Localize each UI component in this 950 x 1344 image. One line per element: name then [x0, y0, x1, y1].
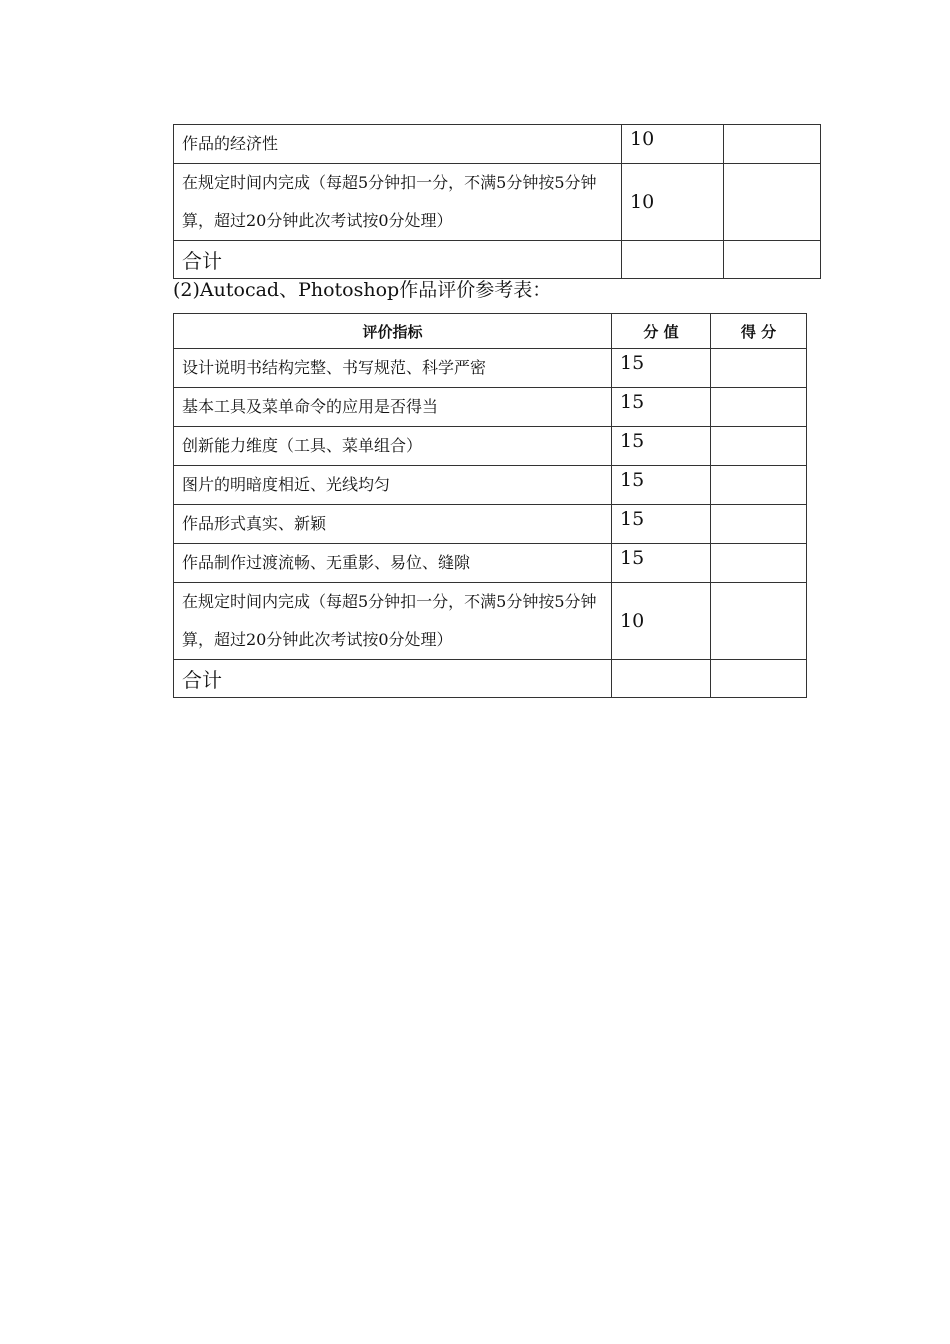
total-result-cell — [711, 660, 807, 698]
score-cell: 10 — [612, 583, 711, 660]
criterion-cell: 作品的经济性 — [174, 125, 622, 164]
table-row — [174, 349, 807, 388]
score-cell: 15 — [612, 427, 711, 466]
total-score-cell — [612, 660, 711, 698]
result-cell — [711, 466, 807, 505]
total-label: 合计 — [174, 241, 622, 279]
total-label: 合计 — [174, 660, 612, 698]
table-row — [174, 505, 807, 544]
total-result-cell — [724, 241, 821, 279]
result-cell — [711, 388, 807, 427]
result-cell — [711, 583, 807, 660]
result-cell — [711, 505, 807, 544]
evaluation-table-1 — [173, 124, 821, 279]
table-row — [174, 125, 821, 164]
score-cell: 10 — [622, 125, 724, 164]
total-row — [174, 241, 821, 279]
evaluation-table-2 — [173, 313, 807, 698]
score-cell: 15 — [612, 505, 711, 544]
table-caption: (2)Autocad、Photoshop作品评价参考表： — [173, 279, 552, 301]
score-cell: 15 — [612, 388, 711, 427]
criterion-cell: 设计说明书结构完整、书写规范、科学严密 — [174, 349, 612, 388]
criterion-cell: 图片的明暗度相近、光线均匀 — [174, 466, 612, 505]
table-row — [174, 164, 821, 241]
header-criterion: 评价指标 — [174, 314, 612, 349]
criterion-cell: 作品制作过渡流畅、无重影、易位、缝隙 — [174, 544, 612, 583]
result-cell — [711, 349, 807, 388]
table-row — [174, 427, 807, 466]
table-row — [174, 583, 807, 660]
header-row — [174, 314, 807, 349]
score-cell: 10 — [622, 164, 724, 241]
score-cell: 15 — [612, 544, 711, 583]
result-cell — [711, 427, 807, 466]
table-row — [174, 544, 807, 583]
criterion-cell: 在规定时间内完成（每超5分钟扣一分，不满5分钟按5分钟算，超过20分钟此次考试按0分处理） — [174, 164, 622, 241]
criterion-cell: 基本工具及菜单命令的应用是否得当 — [174, 388, 612, 427]
criterion-cell: 在规定时间内完成（每超5分钟扣一分，不满5分钟按5分钟算，超过20分钟此次考试按0分处理） — [174, 583, 612, 660]
result-cell — [711, 544, 807, 583]
table-row — [174, 388, 807, 427]
result-cell — [724, 125, 821, 164]
header-score: 分 值 — [612, 314, 711, 349]
total-row — [174, 660, 807, 698]
score-cell: 15 — [612, 349, 711, 388]
table-row — [174, 466, 807, 505]
result-cell — [724, 164, 821, 241]
total-score-cell — [622, 241, 724, 279]
score-cell: 15 — [612, 466, 711, 505]
criterion-cell: 创新能力维度（工具、菜单组合） — [174, 427, 612, 466]
header-result: 得 分 — [711, 314, 807, 349]
criterion-cell: 作品形式真实、新颖 — [174, 505, 612, 544]
